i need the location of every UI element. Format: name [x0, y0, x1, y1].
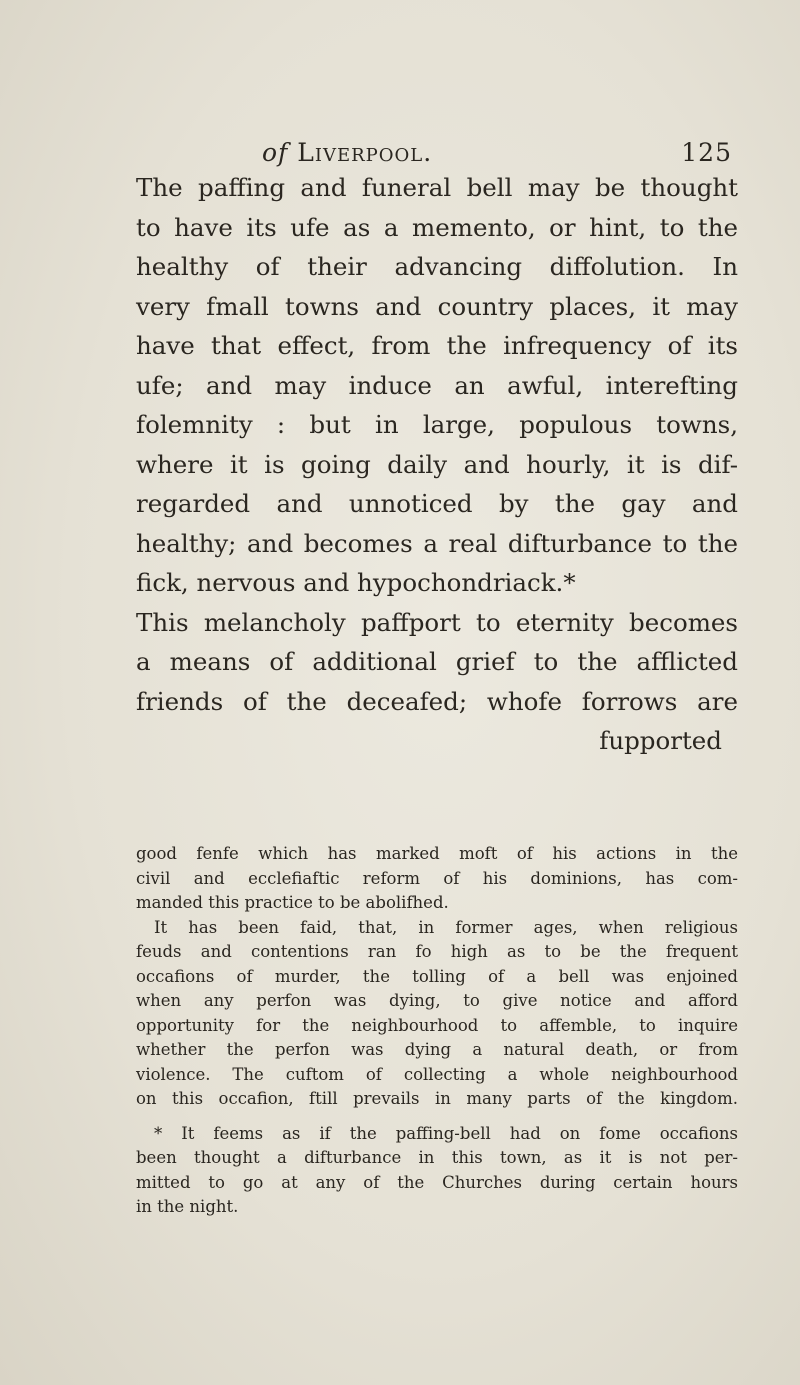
text-line: to have its ufe as a memento, or hint, to the [136, 212, 738, 242]
text-line: healthy; and becomes a real difturbance to the [136, 528, 738, 558]
catchword: fupported [599, 726, 722, 755]
text-line: where it is going daily and hourly, it is dif- [136, 449, 738, 479]
text-line: very fmall towns and country places, it may [136, 291, 738, 321]
note-line: feuds and contentions ran fo high as to be the frequent [136, 942, 738, 961]
text-line: have that effect, from the infrequency of its [136, 331, 738, 360]
page-number: 125 [681, 138, 732, 167]
text-line: fick, nervous and hypochondriack.* [136, 568, 576, 597]
main-text [136, 168, 738, 761]
note-line: civil and ecclefiaftic reform of his dominions, has com- [136, 868, 738, 888]
footnote-line: mitted to go at any of the Churches during certain hours [136, 1172, 738, 1192]
note-line: It has been faid, that, in former ages, when religious [154, 917, 738, 937]
text-line: ufe; and may induce an awful, interefting [136, 370, 738, 400]
running-head-title: Liverpool. [297, 138, 433, 167]
footnote-line: been thought a difturbance in this town, as it is not per- [136, 1148, 738, 1167]
note-line: whether the perfon was dying a natural death, or from [136, 1040, 738, 1059]
text-line: healthy of their advancing diffolution. In [136, 252, 738, 281]
note-line: good fenfe which has marked moft of his actions in the [136, 844, 738, 863]
text-line: regarded and unnoticed by the gay and [136, 489, 738, 518]
footnote [136, 1122, 738, 1220]
text-line: folemnity : but in large, populous towns, [136, 410, 738, 439]
note-line: on this occafion, ftill prevails in many parts of the kingdom. [136, 1089, 738, 1108]
text-line: This melancholy paffport to eternity becomes [136, 607, 738, 637]
running-head-of: of [262, 138, 289, 167]
text-line: friends of the deceafed; whofe forrows are [136, 686, 738, 716]
notes-section [136, 842, 738, 1220]
footnote-line: in the night. [136, 1197, 239, 1216]
note-line: occafions of murder, the tolling of a bell was enjoined [136, 966, 738, 986]
note-line: manded this practice to be abolifhed. [136, 893, 449, 912]
footnote-line: * It feems as if the paffing-bell had on fome occafions [154, 1123, 738, 1143]
text-line: The paffing and funeral bell may be thought [136, 173, 738, 202]
note-line: when any perfon was dying, to give notice and afford [136, 991, 738, 1010]
note-line: violence. The cuftom of collecting a whole neighbourhood [136, 1064, 738, 1084]
note-line: opportunity for the neighbourhood to affemble, to inquire [136, 1015, 738, 1035]
text-line: a means of additional grief to the afflicted [136, 647, 738, 676]
